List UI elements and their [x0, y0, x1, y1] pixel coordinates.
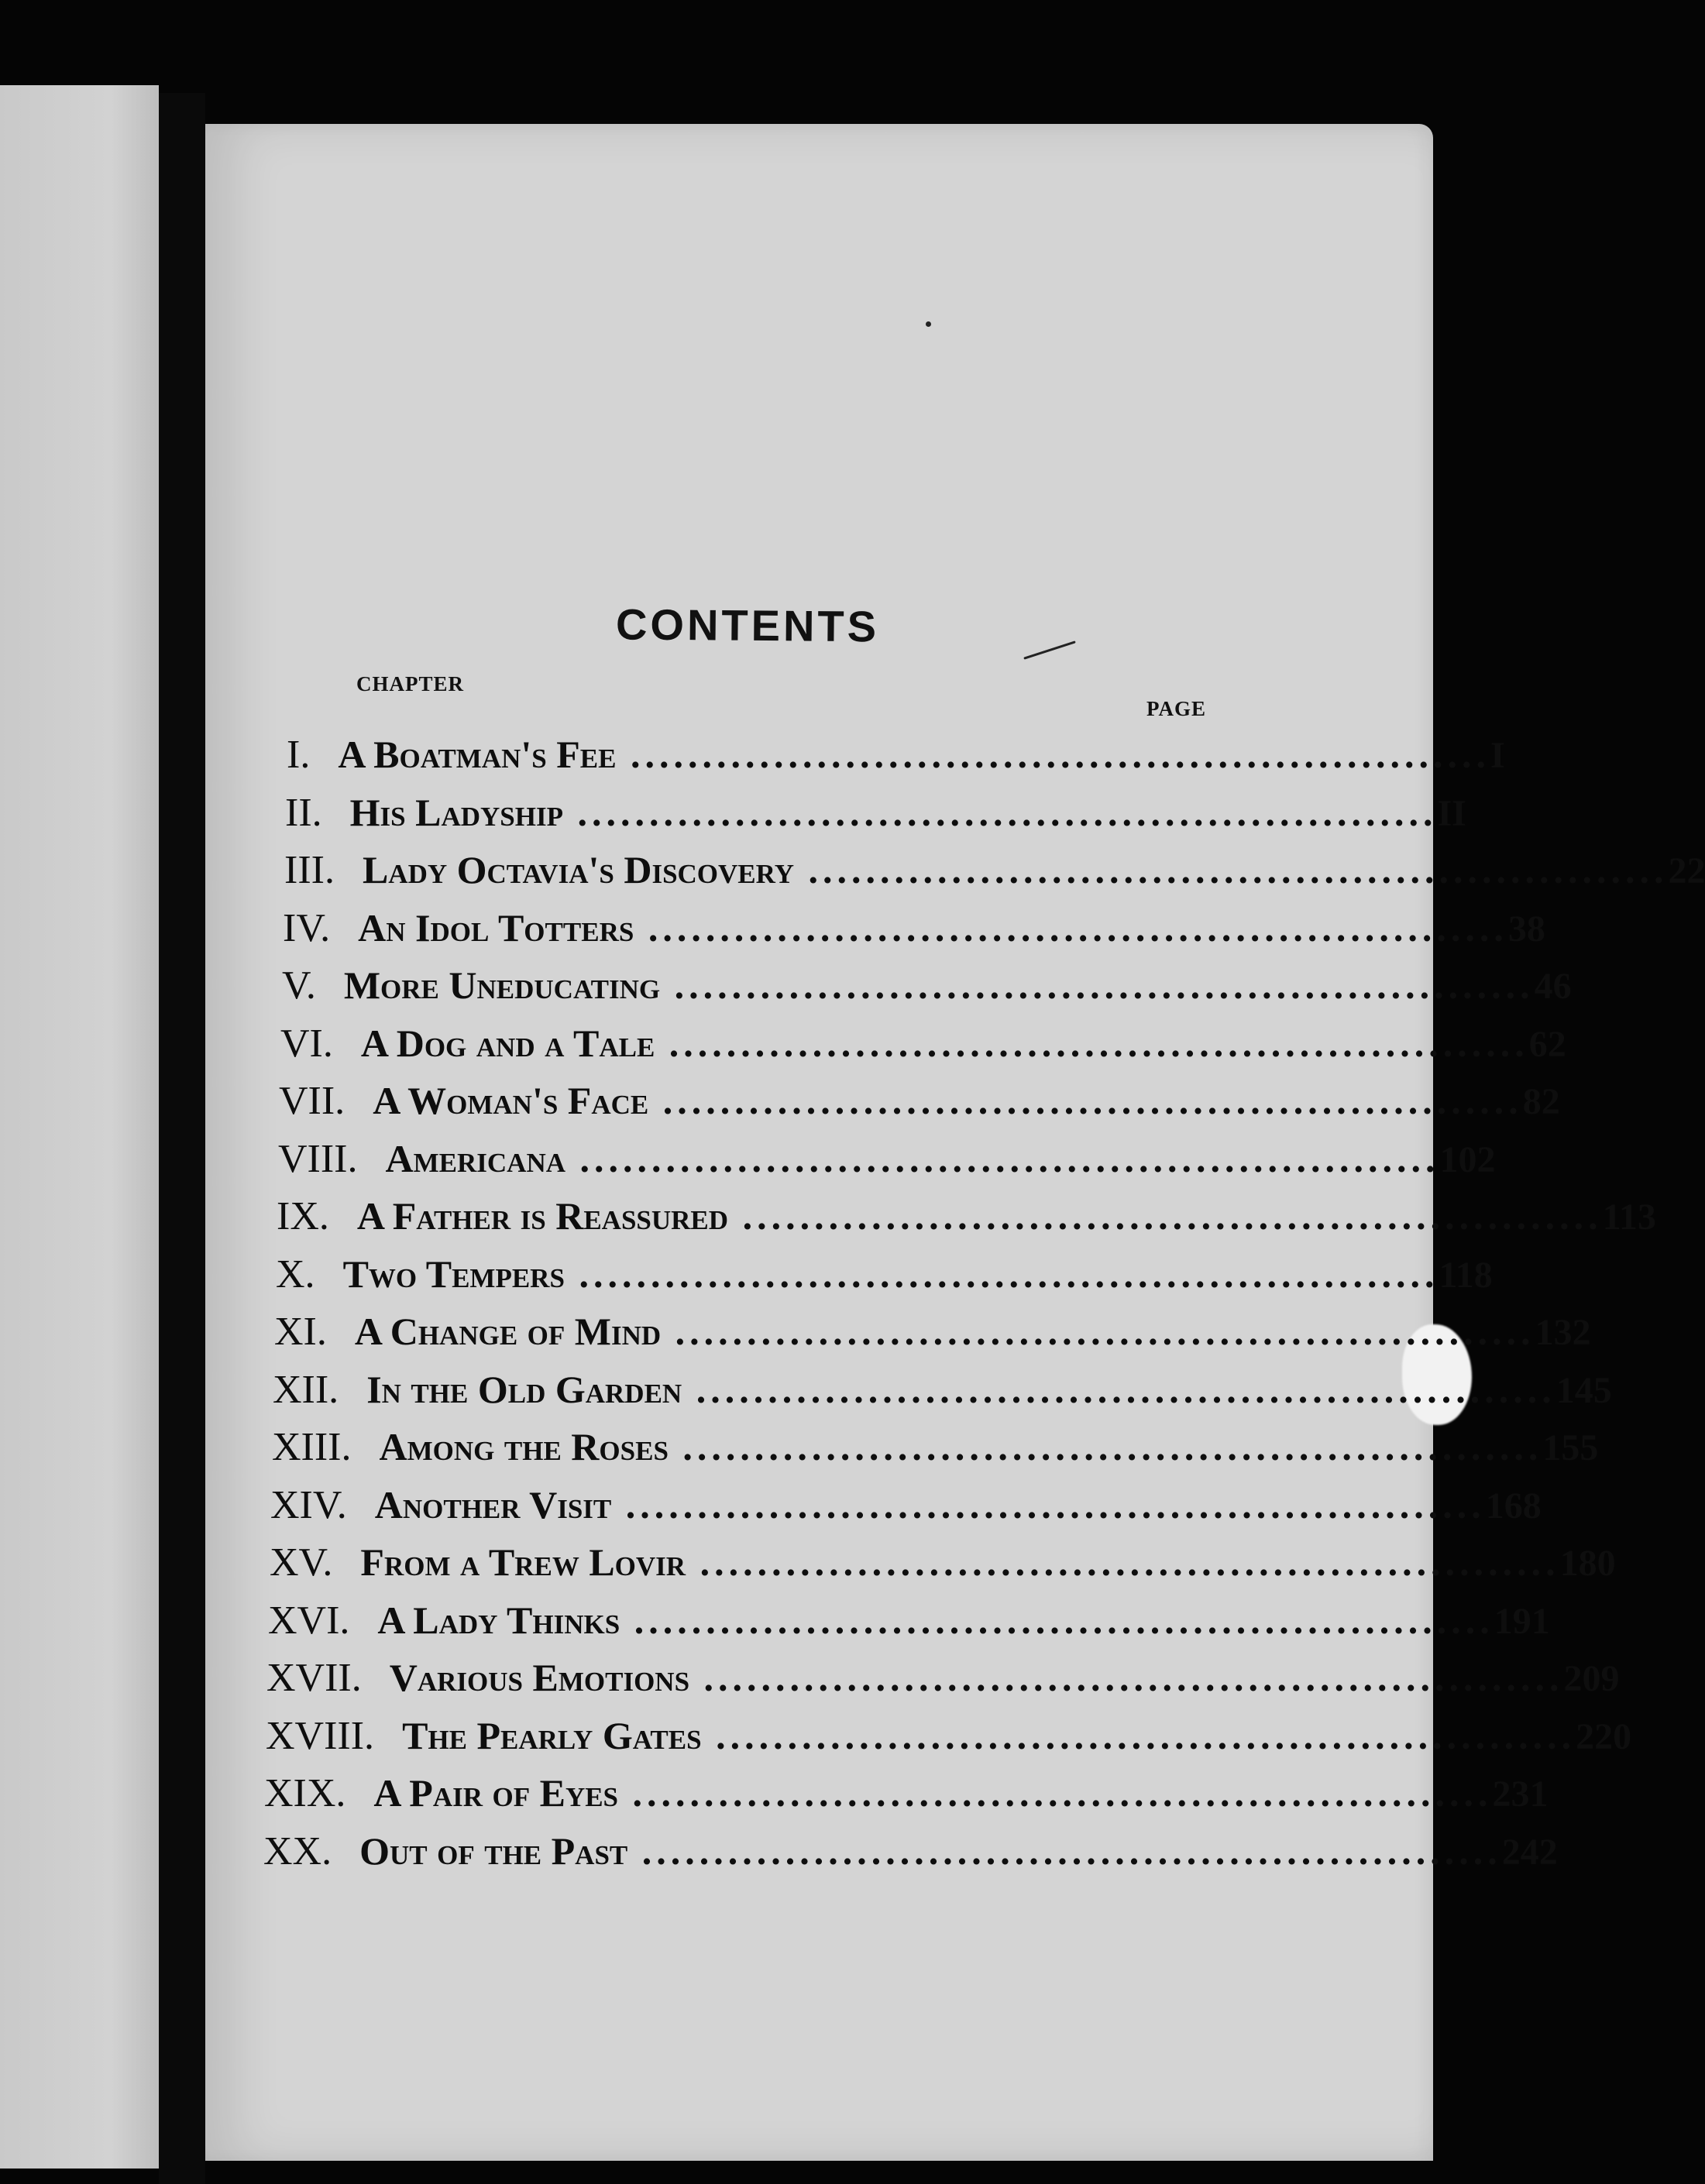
chapter-number: XIV.: [270, 1482, 347, 1527]
chapter-title: A Pair of Eyes: [373, 1771, 619, 1815]
toc-entry: [264, 1770, 1549, 1820]
chapter-title-line: [386, 1136, 1440, 1181]
chapter-number: XIX.: [264, 1771, 346, 1815]
leader-dots: ............................................................: [564, 1252, 1439, 1296]
leader-dots: ............................................................: [689, 1656, 1564, 1699]
chapter-title: Americana: [385, 1136, 566, 1180]
toc-entry: [273, 1367, 1612, 1417]
chapter-title: The Pearly Gates: [402, 1713, 702, 1757]
chapter-title: A Woman's Face: [373, 1079, 649, 1122]
page-number: 231: [1492, 1774, 1549, 1815]
page-number: 22: [1668, 850, 1705, 891]
page-number: 113: [1602, 1197, 1656, 1238]
chapter-title: Various Emotions: [389, 1656, 690, 1699]
toc-entry: [278, 1136, 1496, 1186]
leader-dots: ............................................................: [668, 1425, 1543, 1468]
page-number: 242: [1501, 1831, 1558, 1873]
chapter-title: In the Old Garden: [366, 1367, 682, 1411]
page-number: 220: [1576, 1715, 1632, 1757]
chapter-title: Lady Octavia's Discovery: [362, 848, 794, 891]
leader-dots: ............................................................: [565, 1136, 1440, 1180]
toc-entry: [282, 963, 1572, 1012]
leader-dots: ............................................................: [661, 1310, 1535, 1353]
toc-entry: [280, 1021, 1566, 1070]
toc-entry: [283, 905, 1545, 955]
chapter-title-line: [358, 905, 1508, 950]
chapter-title-line: [375, 1482, 1486, 1527]
page-number: 180: [1559, 1543, 1616, 1584]
chapter-title-line: [350, 790, 1438, 835]
chapter-title-line: [363, 847, 1669, 892]
chapter-number: XIII.: [272, 1425, 352, 1469]
chapter-title-line: [344, 963, 1535, 1008]
toc-entry: [266, 1713, 1632, 1763]
page-number: 62: [1528, 1023, 1566, 1065]
chapter-number: V.: [282, 963, 316, 1008]
chapter-title: Another Visit: [374, 1482, 612, 1526]
chapter-title: A Lady Thinks: [377, 1598, 620, 1642]
page-number: II: [1437, 792, 1466, 834]
chapter-title: An Idol Totters: [358, 905, 634, 949]
chapter-number: IV.: [283, 905, 331, 950]
toc-entry: [270, 1540, 1616, 1589]
leader-dots: ............................................................: [660, 963, 1535, 1007]
chapter-title-line: [357, 1193, 1603, 1238]
chapter-title: Two Tempers: [342, 1252, 565, 1296]
page-number: 155: [1542, 1427, 1599, 1468]
page-number: 168: [1485, 1485, 1542, 1526]
chapter-number: II.: [285, 790, 322, 835]
chapter-number: XVI.: [268, 1598, 350, 1643]
toc-entry: [263, 1829, 1558, 1878]
chapter-title-line: [338, 732, 1490, 777]
leader-dots: ............................................................: [728, 1194, 1603, 1238]
chapter-title-line: [355, 1309, 1535, 1354]
chapter-number: VI.: [280, 1021, 333, 1066]
chapter-title-line: [361, 1021, 1529, 1066]
chapter-number: XVII.: [266, 1656, 362, 1700]
page-column-header: PAGE: [1146, 697, 1206, 720]
chapter-title: Among the Roses: [379, 1425, 669, 1468]
chapter-number: X.: [276, 1252, 315, 1296]
leader-dots: ............................................................: [634, 905, 1508, 949]
chapter-title-line: [390, 1655, 1564, 1700]
leader-dots: ............................................................: [655, 1021, 1529, 1065]
chapter-title-line: [377, 1598, 1494, 1643]
chapter-number: III.: [284, 848, 335, 892]
leader-dots: ............................................................: [627, 1829, 1502, 1873]
chapter-title-line: [380, 1424, 1543, 1469]
chapter-number: VII.: [279, 1079, 345, 1123]
toc-entry: [272, 1424, 1599, 1474]
toc-entry: [270, 1482, 1542, 1532]
page-number: 145: [1555, 1369, 1612, 1411]
chapter-title-line: [359, 1829, 1502, 1873]
contents-title: CONTENTS: [615, 599, 880, 651]
chapter-number: I.: [287, 733, 311, 777]
chapter-number: XII.: [273, 1367, 339, 1412]
leader-dots: ............................................................: [618, 1771, 1493, 1815]
toc-entry: [268, 1598, 1550, 1647]
leader-dots: ............................................................: [682, 1367, 1556, 1411]
page-number: 132: [1535, 1312, 1591, 1353]
toc-entry: [274, 1309, 1591, 1358]
chapter-title: More Uneducating: [343, 963, 661, 1007]
page-number: 102: [1439, 1138, 1496, 1180]
leader-dots: ............................................................: [793, 848, 1669, 891]
page-number: 118: [1439, 1254, 1493, 1296]
toc-entry: [277, 1193, 1656, 1243]
chapter-title: A Change of Mind: [354, 1310, 662, 1353]
chapter-title: From a Trew Lovir: [360, 1540, 686, 1584]
toc-entry: [285, 790, 1466, 840]
chapter-number: IX.: [277, 1194, 329, 1238]
chapter-number: XI.: [274, 1310, 327, 1354]
chapter-title-line: [360, 1540, 1559, 1585]
chapter-title: A Boatman's Fee: [338, 733, 617, 776]
toc-entry: [279, 1078, 1560, 1128]
leader-dots: ............................................................: [616, 733, 1490, 776]
toc-entry: [287, 732, 1505, 781]
page-number: 38: [1507, 908, 1545, 949]
leader-dots: ............................................................: [701, 1713, 1576, 1757]
toc-entry: [276, 1252, 1493, 1301]
chapter-title: Out of the Past: [359, 1829, 628, 1873]
chapter-title: A Father is Reassured: [356, 1194, 729, 1238]
chapter-title-line: [373, 1078, 1523, 1123]
chapter-column-header: CHAPTER: [356, 672, 465, 695]
chapter-title: A Dog and a Tale: [360, 1021, 655, 1065]
page-number: 46: [1534, 966, 1572, 1007]
page-number: 209: [1563, 1658, 1620, 1699]
chapter-title-line: [366, 1367, 1556, 1412]
chapter-number: XVIII.: [266, 1713, 375, 1758]
chapter-number: XX.: [263, 1829, 332, 1873]
chapter-title: His Ladyship: [349, 790, 563, 834]
page-number: 191: [1494, 1600, 1550, 1642]
leader-dots: ............................................................: [686, 1540, 1560, 1584]
toc-entry: [266, 1655, 1620, 1705]
page-number: 82: [1522, 1081, 1560, 1122]
chapter-number: VIII.: [278, 1136, 358, 1181]
leader-dots: ............................................................: [563, 790, 1438, 834]
chapter-title-line: [373, 1770, 1492, 1815]
leader-dots: ............................................................: [611, 1482, 1486, 1526]
chapter-number: XV.: [270, 1540, 333, 1585]
leader-dots: ............................................................: [648, 1079, 1523, 1122]
page-number: I: [1490, 735, 1505, 776]
chapter-title-line: [343, 1252, 1439, 1296]
leader-dots: ............................................................: [620, 1598, 1494, 1642]
toc-entry: [284, 847, 1705, 897]
chapter-title-line: [402, 1713, 1576, 1758]
